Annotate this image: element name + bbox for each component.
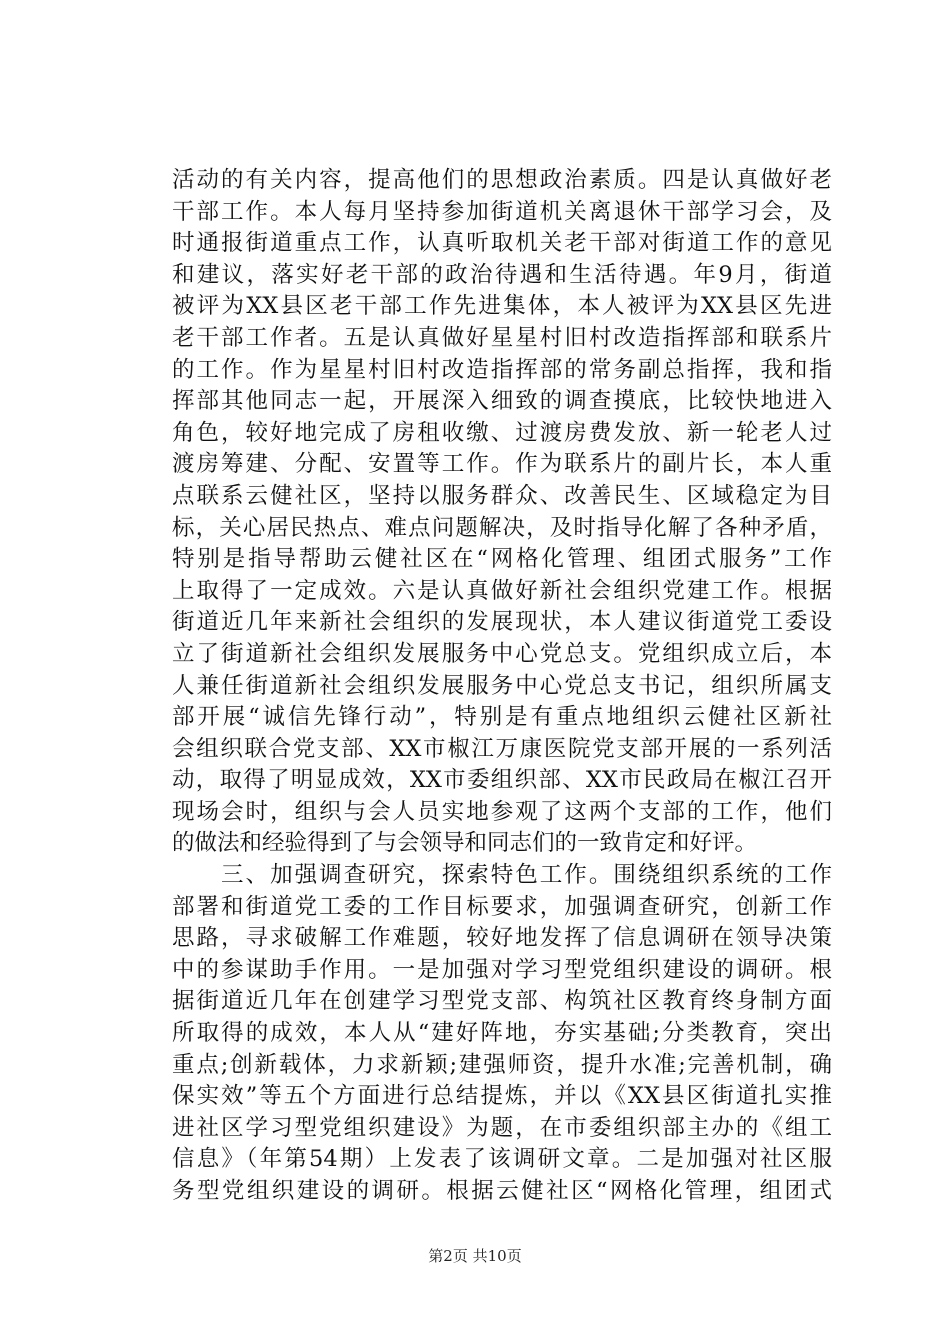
text-line: 标，关心居民热点、难点问题解决，及时指导化解了各种矛盾， (172, 514, 832, 541)
text-line: 中的参谋助手作用。一是加强对学习型党组织建设的调研。根 (172, 956, 832, 983)
text-line: 街道近几年来新社会组织的发展现状，本人建议街道党工委设 (172, 609, 832, 636)
text-line: 信息》（年第54期）上发表了该调研文章。二是加强对社区服 (172, 1146, 832, 1173)
text-line: 进社区学习型党组织建设》为题，在市委组织部主办的《组工 (172, 1114, 832, 1141)
text-line: 三、加强调查研究，探索特色工作。围绕组织系统的工作 (172, 862, 832, 889)
text-line: 特别是指导帮助云健社区在“网格化管理、组团式服务”工作 (172, 546, 832, 573)
text-line: 据街道近几年在创建学习型党支部、构筑社区教育终身制方面 (172, 988, 832, 1015)
text-line: 老干部工作者。五是认真做好星星村旧村改造指挥部和联系片 (172, 324, 832, 351)
text-line: 上取得了一定成效。六是认真做好新社会组织党建工作。根据 (172, 577, 832, 604)
text-line: 干部工作。本人每月坚持参加街道机关离退休干部学习会，及 (172, 198, 832, 225)
text-line: 动，取得了明显成效，XX市委组织部、XX市民政局在椒江召开 (172, 767, 832, 794)
text-line: 现场会时，组织与会人员实地参观了这两个支部的工作，他们 (172, 798, 832, 825)
text-line: 活动的有关内容，提高他们的思想政治素质。四是认真做好老 (172, 167, 832, 193)
page-footer: 第2页 共10页 (428, 1247, 522, 1265)
text-line: 所取得的成效，本人从“建好阵地，夯实基础;分类教育，突出 (172, 1020, 832, 1047)
text-line: 人兼任街道新社会组织发展服务中心党总支书记，组织所属支 (172, 672, 832, 699)
text-line: 部署和街道党工委的工作目标要求，加强调查研究，创新工作 (172, 893, 832, 920)
text-line: 的做法和经验得到了与会领导和同志们的一致肯定和好评。 (172, 830, 758, 857)
text-line: 务型党组织建设的调研。根据云健社区“网格化管理，组团式 (172, 1178, 832, 1204)
text-line: 和建议，落实好老干部的政治待遇和生活待遇。年9月，街道 (172, 261, 832, 288)
text-line: 点联系云健社区，坚持以服务群众、改善民生、区域稳定为目 (172, 482, 832, 509)
text-line: 会组织联合党支部、XX市椒江万康医院党支部开展的一系列活 (172, 735, 832, 762)
body-text (172, 165, 832, 1208)
text-line: 的工作。作为星星村旧村改造指挥部的常务副总指挥，我和指 (172, 356, 832, 383)
text-line: 渡房筹建、分配、安置等工作。作为联系片的副片长，本人重 (172, 451, 832, 478)
text-line: 时通报街道重点工作，认真听取机关老干部对街道工作的意见 (172, 230, 832, 257)
text-line: 被评为XX县区老干部工作先进集体，本人被评为XX县区先进 (172, 293, 832, 320)
text-line: 角色，较好地完成了房租收缴、过渡房费发放、新一轮老人过 (172, 419, 832, 446)
text-line: 立了街道新社会组织发展服务中心党总支。党组织成立后，本 (172, 640, 832, 667)
text-line: 思路，寻求破解工作难题，较好地发挥了信息调研在领导决策 (172, 925, 832, 952)
text-line: 部开展“诚信先锋行动”，特别是有重点地组织云健社区新社 (172, 704, 832, 731)
text-line: 重点;创新载体，力求新颖;建强师资，提升水准;完善机制，确 (172, 1051, 832, 1078)
text-line: 保实效”等五个方面进行总结提炼，并以《XX县区街道扎实推 (172, 1083, 832, 1110)
text-line: 挥部其他同志一起，开展深入细致的调查摸底，比较快地进入 (172, 388, 832, 415)
